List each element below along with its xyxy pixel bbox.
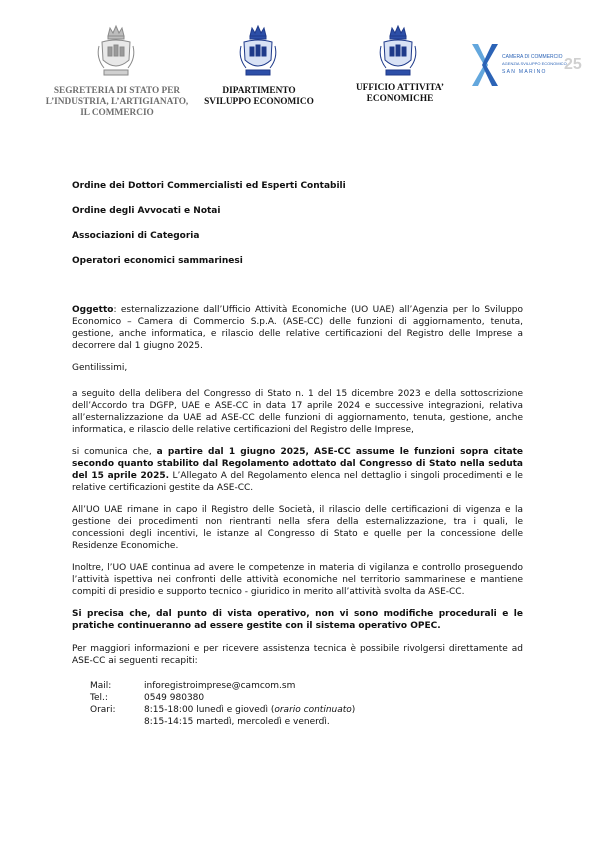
recipient-item: Ordine degli Avvocati e Notai bbox=[72, 206, 221, 216]
mail-label: Mail: bbox=[90, 681, 112, 691]
ufficio-crest-icon bbox=[376, 24, 420, 80]
dipartimento-line-1: DIPARTIMENTO bbox=[222, 86, 296, 96]
dipartimento-line-2: SVILUPPO ECONOMICO bbox=[204, 97, 314, 107]
comunicazione-intro: si comunica che, bbox=[72, 447, 157, 457]
contact-mail-row bbox=[90, 680, 295, 692]
paragraph-vigilanza: Inoltre, l’UO UAE continua ad avere le competenze in materia di vigilanza e controllo proseguendo l’attività ispettiva nei confronti delle attività economiche nel territorio sammarinese e mantiene compiti di presidio e supporto tecnico - giuridico in merito all’attività svolta da ASE-CC. bbox=[72, 563, 523, 597]
camera-logo-line1: CAMERA DI COMMERCIO bbox=[502, 54, 563, 60]
camera-logo-line2: AGENZIA SVILUPPO ECONOMICO bbox=[502, 61, 567, 66]
oggetto-label: Oggetto bbox=[72, 305, 114, 315]
orari-line-1-b: ) bbox=[351, 705, 356, 715]
segreteria-line-3: IL COMMERCIO bbox=[80, 108, 154, 118]
paragraph-delibera: a seguito della delibera del Congresso di Stato n. 1 del 15 dicembre 2023 e della sottoscrizione dell’Accordo tra DGFP, UAE e ASE-CC in data 17 aprile 2024 e successive integrazioni, relativa all’esternalizzazione da UAE ad ASE-CC delle funzioni di aggiornamento, tenuta, gestione, anche informatica, e rilascio delle relative certificazioni del Registro delle Imprese, bbox=[72, 389, 523, 435]
segreteria-line-2: L’INDUSTRIA, L’ARTIGIANATO, bbox=[45, 97, 189, 107]
tel-label: Tel.: bbox=[90, 693, 108, 703]
oggetto-text: : esternalizzazione dall’Ufficio Attività Economiche (UO UAE) all’Agenzia per lo Sviluppo Economico – Camera di Commercio S.p.A. (ASE-CC) delle funzioni di aggiornamento, tenuta, gestione, anche informatica, e rilascio delle relative certificazioni del Registro delle Imprese a decorrere dal 1 giugno 2025. bbox=[72, 305, 523, 351]
paragraph-assistenza: Per maggiori informazioni e per ricevere assistenza tecnica è possibile rivolgersi direttamente ad ASE-CC ai seguenti recapiti: bbox=[72, 644, 523, 666]
comunicazione-rest: L’Allegato A del Regolamento elenca nel dettaglio i singoli procedimenti e le relative certificazioni gestite da ASE-CC. bbox=[72, 471, 523, 493]
recipient-item: Associazioni di Categoria bbox=[72, 231, 200, 241]
contact-orari-row bbox=[90, 704, 355, 716]
camera-x-icon bbox=[470, 42, 500, 88]
orari-line-1 bbox=[144, 704, 355, 716]
greeting: Gentilissimi, bbox=[72, 363, 128, 373]
orari-label: Orari: bbox=[90, 705, 116, 715]
ufficio-heading bbox=[345, 83, 455, 105]
paragraph-comunicazione bbox=[72, 446, 523, 494]
orari-line-1-a: 8:15-18:00 lunedì e giovedì ( bbox=[144, 705, 275, 715]
tel-value: 0549 980380 bbox=[144, 693, 205, 703]
camera-logo-line3: SAN MARINO bbox=[502, 69, 547, 75]
camera-di-commercio-logo bbox=[470, 42, 585, 92]
ufficio-line-1: UFFICIO ATTIVITA’ bbox=[355, 83, 445, 93]
segreteria-crest-icon bbox=[94, 24, 138, 80]
segreteria-heading bbox=[22, 86, 212, 119]
ufficio-line-2: ECONOMICHE bbox=[366, 94, 434, 104]
dipartimento-crest-icon bbox=[236, 24, 280, 80]
oggetto-paragraph bbox=[72, 304, 523, 352]
contact-orari-row-2 bbox=[90, 716, 330, 728]
mail-link[interactable]: inforegistroimprese@camcom.sm bbox=[144, 681, 296, 691]
segreteria-line-1: SEGRETERIA DI STATO PER bbox=[53, 86, 181, 96]
contact-tel-row bbox=[90, 692, 204, 704]
recipient-item: Ordine dei Dottori Commercialisti ed Esperti Contabili bbox=[72, 181, 346, 191]
orari-line-2: 8:15-14:15 martedì, mercoledì e venerdì. bbox=[144, 717, 330, 727]
orari-line-1-italic: orario continuato bbox=[274, 705, 352, 715]
paragraph-opec: Si precisa che, dal punto di vista operativo, non vi sono modifiche procedurali e le pratiche continueranno ad essere gestite con il sistema operativo OPEC. bbox=[72, 609, 523, 631]
dipartimento-heading bbox=[200, 86, 318, 108]
comunicazione-bold: a partire dal 1 giugno 2025, ASE-CC assume le funzioni sopra citate secondo quanto stabilito dal Regolamento adottato dal Congresso di Stato nella seduta del 15 aprile 2025. bbox=[72, 447, 523, 481]
camera-logo-anniversary: 25 bbox=[564, 56, 582, 73]
paragraph-registro-societa: All’UO UAE rimane in capo il Registro delle Società, il rilascio delle certificazioni di vigenza e la gestione dei procedimenti non rientranti nella sfera della esternalizzazione, tra i quali, le concessioni degli incentivi, le istanze al Congresso di Stato e quelle per la concessione delle Residenze Economiche. bbox=[72, 505, 523, 551]
recipient-item: Operatori economici sammarinesi bbox=[72, 256, 243, 266]
